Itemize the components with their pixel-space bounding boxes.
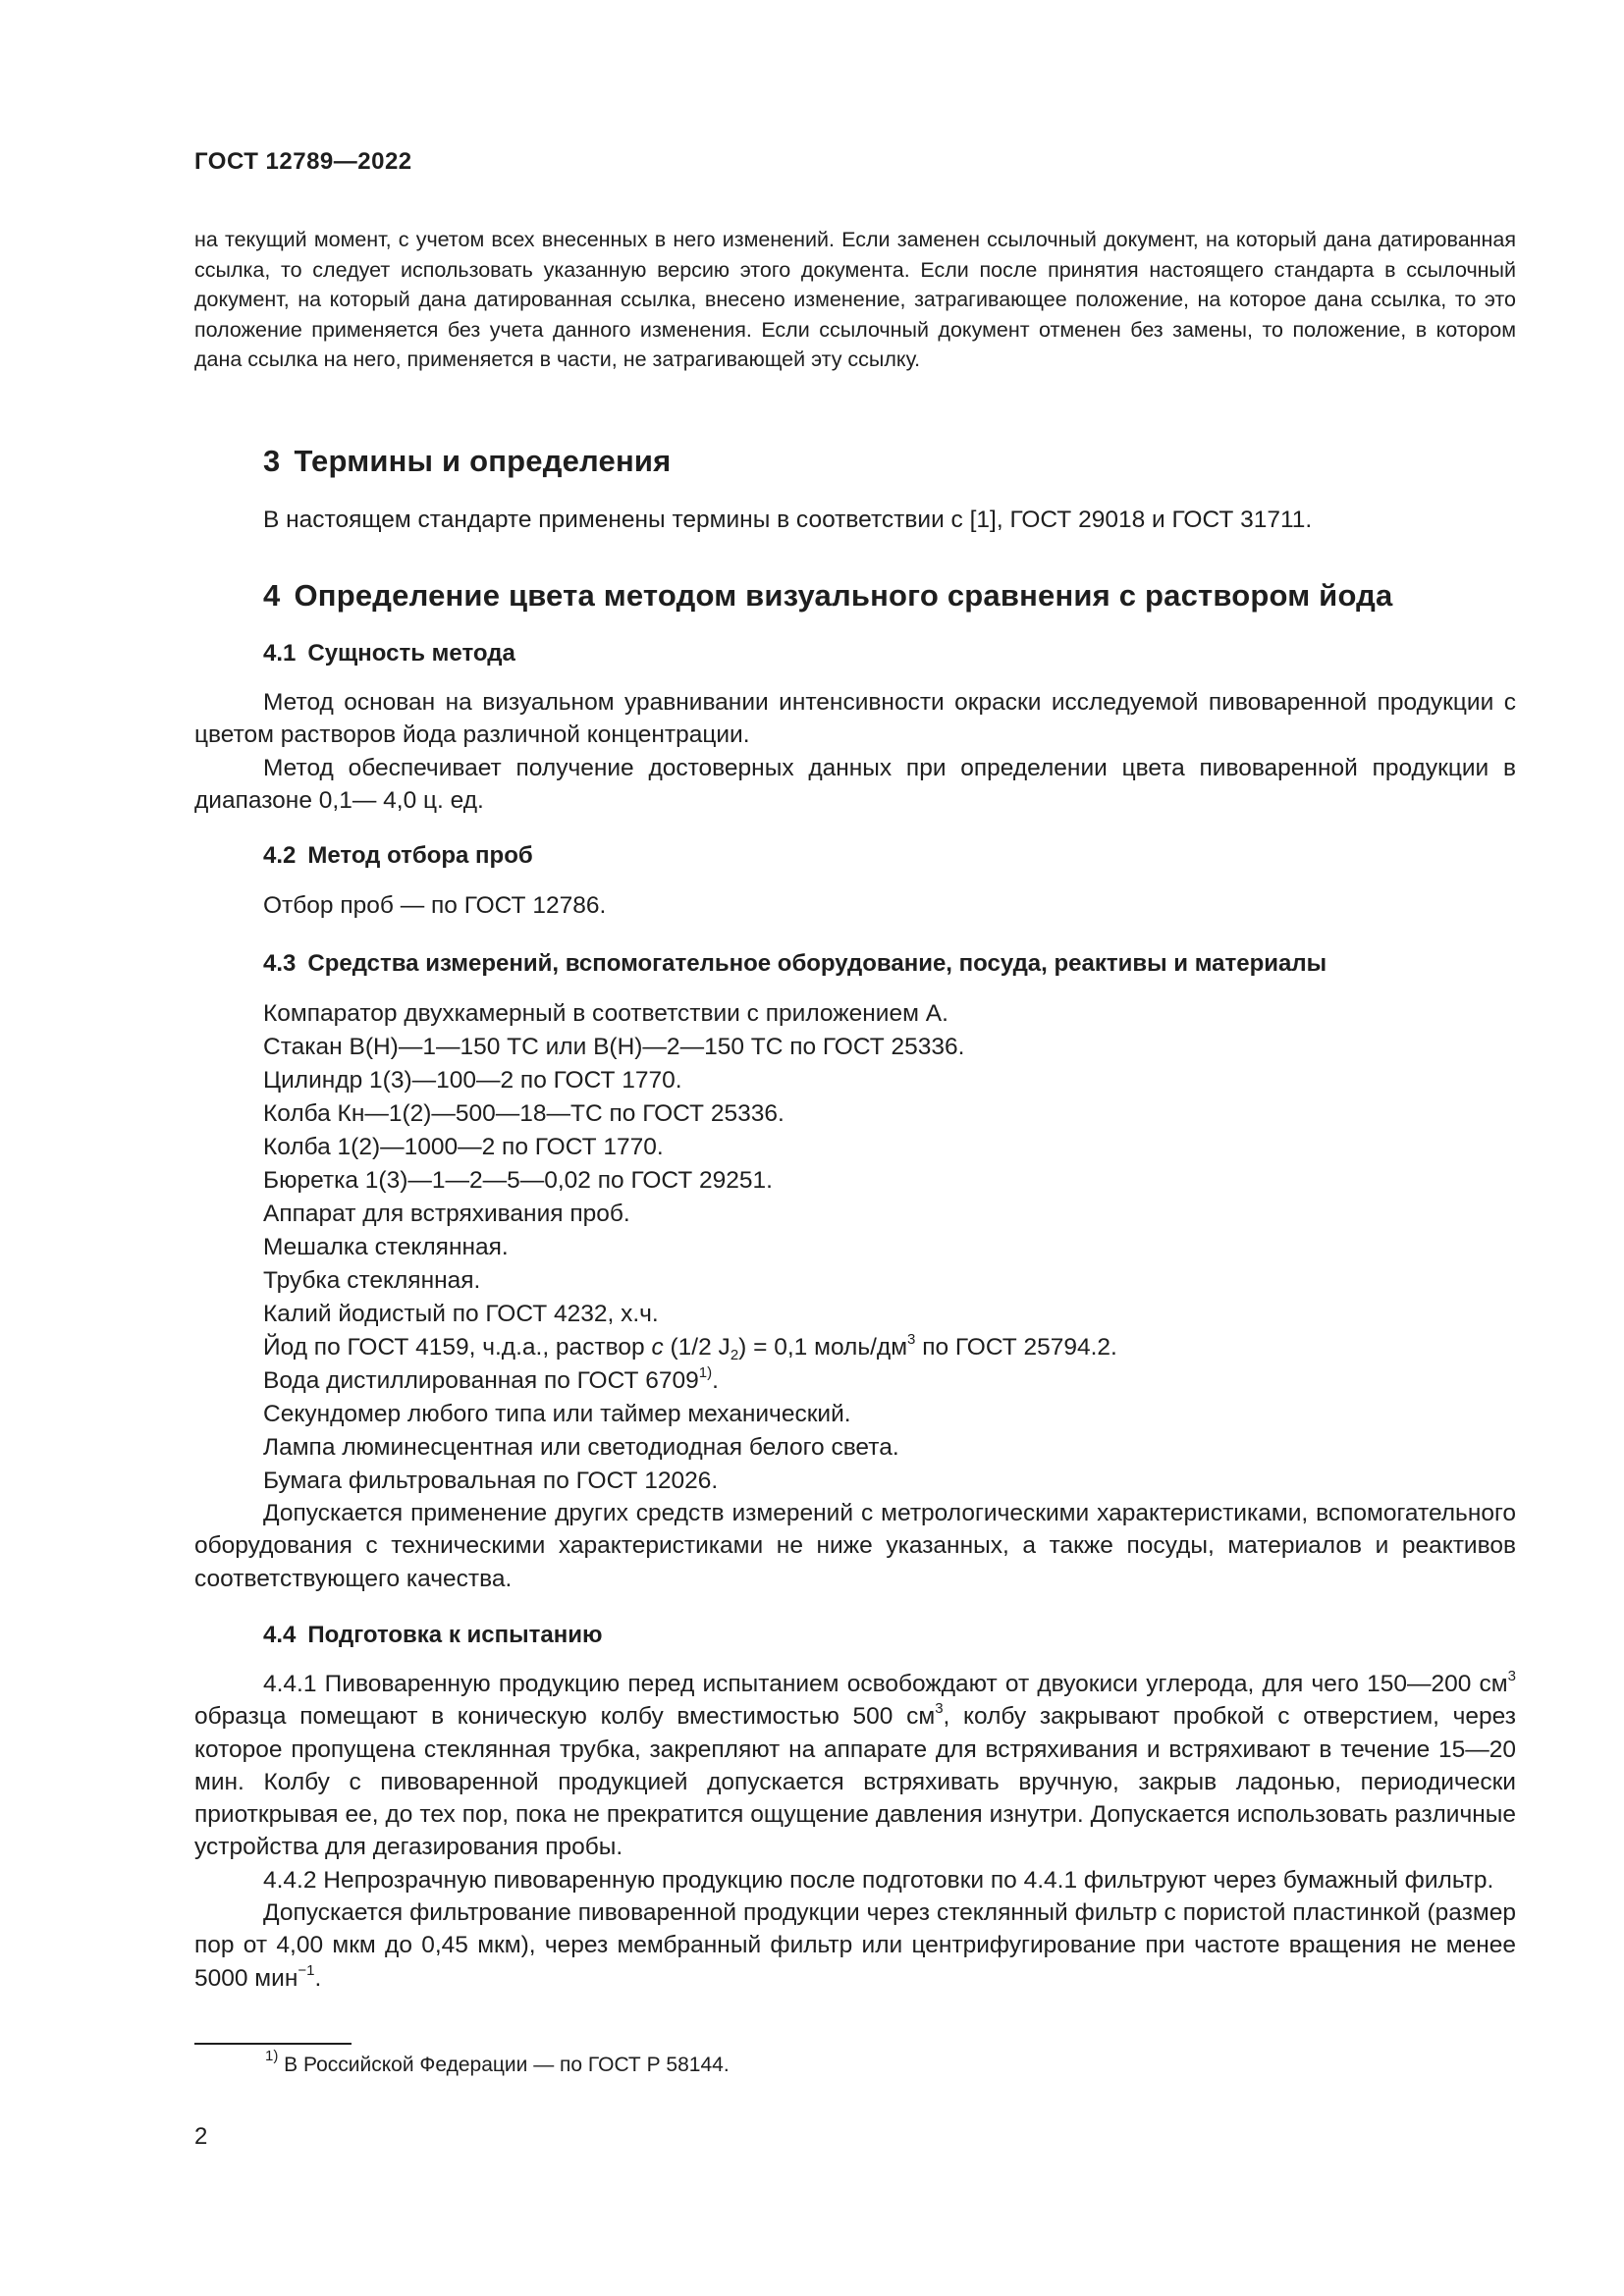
document-header: ГОСТ 12789—2022 <box>194 148 412 175</box>
subsection-4-3-heading <box>263 950 1326 978</box>
list-item: Лампа люминесцентная или светодиодная белого света. <box>263 1434 899 1461</box>
paragraph-4-4-3: Допускается фильтрование пивоваренной продукции через стеклянный фильтр с пористой пластинкой (размер пор от 4,00 мкм до 0,45 мкм), через мембранный фильтр или центрифугирование при частоте вращения не менее 5000 мин$^{-1}$. <box>194 1899 1516 1992</box>
subsection-4-2-body <box>194 889 1516 922</box>
list-item: Трубка стеклянная. <box>263 1267 481 1294</box>
section-number: 3 <box>263 444 281 478</box>
subsection-title: Метод отбора проб <box>307 842 533 869</box>
list-item: Калий йодистый по ГОСТ 4232, х.ч. <box>263 1301 659 1327</box>
list-item-iodine: Йод по ГОСТ 4159, ч.д.а., раствор с (1/2 $J_2) = 0,1$ моль/$дм^3$ по ГОСТ 25794.2. <box>263 1331 1117 1363</box>
section-3-heading <box>263 444 671 479</box>
footnote <box>265 2048 730 2077</box>
paragraph-4-4-1: 4.4.1 Пивоваренную продукцию перед испытанием освобождают от двуокиси углерода, для чего 150—200 $см^3$ образца помещают в коническую колбу вместимостью 500 $см^3$, колбу закрывают пробкой с отверстием, через которое пропущена стеклянная трубка, закрепляют на аппарате для встряхивания и встряхивают в течение 15—20 мин. Колбу с пивоваренной продукцией допускается встряхивать вручную, закрыв ладонью, периодически приоткрывая ее, до тех пор, пока не прекратится ощущение давления изнутри. Допускается использовать различные устройства для дегазирования пробы. <box>194 1668 1516 1861</box>
list-item: Колба Кн—1(2)—500—18—ТС по ГОСТ 25336. <box>263 1100 785 1127</box>
section-3-text: В настоящем стандарте применены термины в соответствии с [1], ГОСТ 29018 и ГОСТ 31711. <box>263 507 1313 533</box>
footnote-text: В Российской Федерации — по ГОСТ Р 58144. <box>278 2054 730 2076</box>
list-item: Мешалка стеклянная. <box>263 1234 509 1260</box>
paragraph-4-4-2: 4.4.2 Непрозрачную пивоваренную продукцию после подготовки по 4.4.1 фильтруют через бумажный фильтр. <box>263 1866 1494 1894</box>
list-item: Компаратор двухкамерный в соответствии с приложением А. <box>263 1000 948 1027</box>
list-item: Секундомер любого типа или таймер механический. <box>263 1401 851 1427</box>
subsection-4-4-body <box>194 1668 1516 1995</box>
footnote-mark: 1) <box>265 2048 279 2064</box>
list-item: Колба 1(2)—1000—2 по ГОСТ 1770. <box>263 1134 664 1160</box>
footnote-divider <box>194 2043 352 2045</box>
subsection-4-3-note <box>194 1497 1516 1595</box>
page-number: 2 <box>194 2123 208 2150</box>
section-title: Термины и определения <box>294 444 672 478</box>
equipment-list <box>263 997 1117 1498</box>
intro-paragraph <box>194 225 1516 375</box>
subsection-number: 4.3 <box>263 950 297 977</box>
subsection-4-1-body <box>194 686 1516 817</box>
list-item: Цилиндр 1(3)—100—2 по ГОСТ 1770. <box>263 1067 682 1094</box>
subsection-4-1-heading <box>263 640 515 667</box>
section-number: 4 <box>263 578 281 613</box>
list-item-water: Вода дистиллированная по ГОСТ 6709$^{1)}$. <box>263 1364 719 1394</box>
paragraph: Метод обеспечивает получение достоверных данных при определении цвета пивоваренной продукции в диапазоне 0,1— 4,0 ц. ед. <box>194 754 1516 814</box>
section-4-heading <box>263 578 1393 614</box>
section-title: Определение цвета методом визуального сравнения с раствором йода <box>294 578 1393 613</box>
list-item: Аппарат для встряхивания проб. <box>263 1201 630 1227</box>
footnote-ref: 1) <box>698 1364 713 1381</box>
intro-text: на текущий момент, с учетом всех внесенных в него изменений. Если заменен ссылочный документ, на который дана датированная ссылка, то следует использовать указанную версию этого документа. Если после принятия настоящего стандарта в ссылочный документ, на который дана датированная ссылка, внесено изменение, затрагивающее положение, на которое дана ссылка, то это положение применяется без учета данного изменения. Если ссылочный документ отменен без замены, то положение, в котором дана ссылка на него, применяется в части, не затрагивающей эту ссылку. <box>194 228 1516 371</box>
list-item: Бумага фильтровальная по ГОСТ 12026. <box>263 1468 719 1494</box>
subsection-4-2-heading <box>263 842 533 870</box>
subsection-title: Средства измерений, вспомогательное оборудование, посуда, реактивы и материалы <box>307 950 1327 977</box>
subsection-number: 4.2 <box>263 842 297 869</box>
list-item: Бюретка 1(3)—1—2—5—0,02 по ГОСТ 29251. <box>263 1167 773 1194</box>
paragraph: Метод основан на визуальном уравнивании интенсивности окраски исследуемой пивоваренной продукции с цветом растворов йода различной концентрации. <box>194 689 1516 749</box>
list-item: Стакан В(Н)—1—150 ТС или В(Н)—2—150 ТС по ГОСТ 25336. <box>263 1034 965 1060</box>
section-3-body <box>194 504 1516 536</box>
subsection-number: 4.4 <box>263 1622 297 1648</box>
paragraph: Допускается применение других средств измерений с метрологическими характеристиками, вспомогательного оборудования с техническими характеристиками не ниже указанных, а также посуды, материалов и реактивов соответствующего качества. <box>194 1500 1516 1592</box>
subsection-number: 4.1 <box>263 640 297 667</box>
subsection-title: Сущность метода <box>307 640 515 667</box>
subsection-4-4-heading <box>263 1622 602 1649</box>
paragraph: Отбор проб — по ГОСТ 12786. <box>263 892 607 919</box>
subsection-title: Подготовка к испытанию <box>307 1622 603 1648</box>
